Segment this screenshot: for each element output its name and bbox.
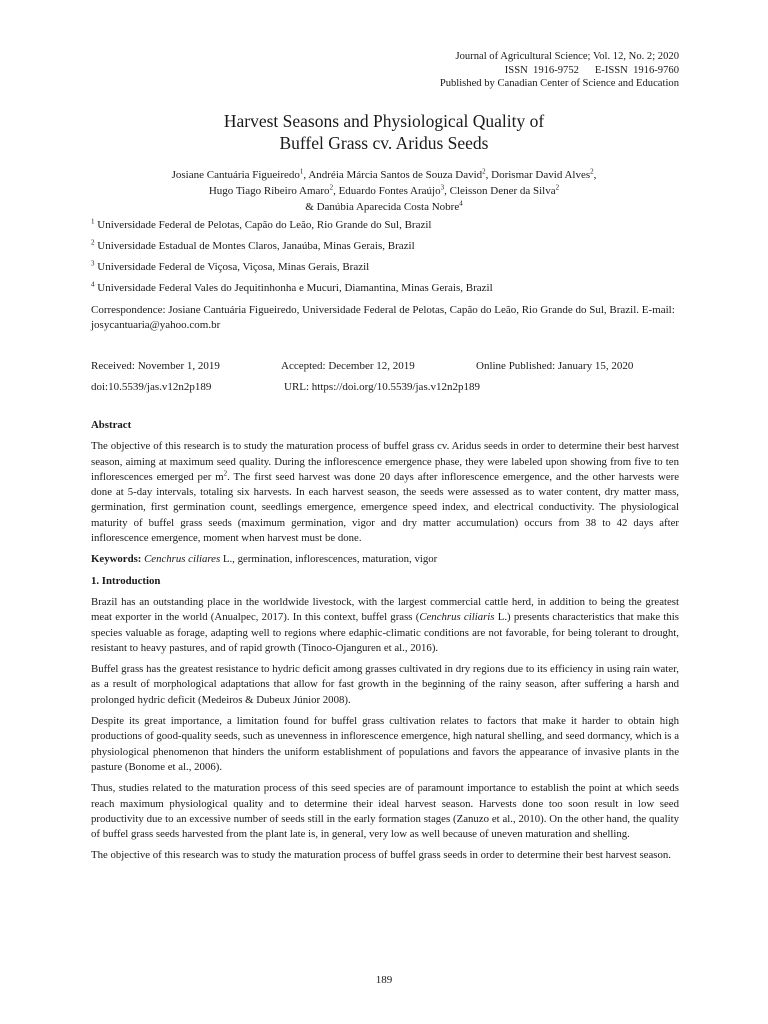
- affiliation-item: [91, 240, 681, 253]
- accepted-date: Accepted: December 12, 2019: [281, 360, 415, 372]
- author-separator: ,: [593, 169, 597, 181]
- author-name: Hugo Tiago Ribeiro Amaro: [208, 185, 330, 197]
- correspondence: Correspondence: Josiane Cantuária Figueiredo, Universidade Federal de Pelotas, Capão do Leão, Rio Grande do Sul, Brazil. E-mail: josycantuaria@yahoo.com.br: [91, 304, 675, 331]
- url-link[interactable]: URL: https://doi.org/10.5539/jas.v12n2p189: [284, 381, 480, 393]
- intro-paragraph-4: Thus, studies related to the maturation process of this seed species are of paramount importance to establish the point at which seeds reach maximum physiological quality and to determine their ideal harvest season. Harvests done too soon result in low seed productivity due to an excessive number of seeds still in the early formation stages (Zanuzo et al., 2010). On the other hand, the quality of buffel grass seeds harvested from the plant late is, in general, very low as well because of uneven maturation and shelling.: [91, 782, 679, 841]
- publication-dates: [91, 356, 681, 398]
- abstract-text-part: The objective of this research is to study the maturation process of buffel grass cv. Aridus seeds in order to determine their best harvest season, aiming at maximum seed quality. During the inflorescence emergence phase, they were labeled upon showing from five to ten inflorescences emerged per m: [91, 440, 679, 483]
- author-affiliation-mark: 2: [482, 167, 486, 176]
- author-name: Josiane Cantuária Figueiredo: [171, 169, 300, 181]
- author-line-3: [0, 199, 768, 215]
- title-line-2: Buffel Grass cv. Aridus Seeds: [279, 133, 489, 153]
- received-date: Received: November 1, 2019: [91, 360, 220, 372]
- keywords-label: Keywords:: [91, 553, 142, 566]
- affiliation-number: 1: [91, 217, 95, 226]
- affiliation-number: 2: [91, 238, 95, 247]
- intro-paragraph-1: [91, 595, 679, 656]
- author-affiliation-mark: 3: [440, 183, 445, 192]
- author-list: [0, 167, 768, 215]
- author-name: Dorismar David Alves: [491, 169, 591, 181]
- keywords-species: Cenchrus ciliares: [144, 553, 221, 566]
- author-separator: ,: [333, 185, 339, 197]
- intro-paragraph-5: The objective of this research was to study the maturation process of buffel grass seeds in order to determine their best harvest season.: [91, 849, 671, 862]
- author-name: Andréia Márcia Santos de Souza David: [308, 169, 483, 181]
- species-name: Cenchrus ciliaris: [419, 611, 495, 624]
- author-affiliation-mark: 2: [555, 183, 560, 192]
- intro-paragraph-3: Despite its great importance, a limitation found for buffel grass cultivation relates to factors that make it harder to obtain high productions of good-quality seeds, such as unevenness in inflorescence emergence, high natural shelling, and seed dormancy, which is a physiological phenomenon that hinders the uniform establishment of populations and favors the appearance of invasive plants in the pasture (Bonome et al., 2006).: [91, 715, 679, 773]
- title-line-1: Harvest Seasons and Physiological Quality of: [223, 111, 545, 131]
- author-line-1: [0, 167, 768, 183]
- introduction-heading: 1. Introduction: [91, 574, 161, 587]
- page-number: 189: [375, 974, 393, 986]
- journal-citation: Journal of Agricultural Science; Vol. 12, No. 2; 2020: [455, 51, 679, 62]
- author-line-2: [0, 183, 768, 199]
- author-separator: ,: [485, 169, 492, 181]
- keywords: [91, 552, 679, 567]
- journal-issn: ISSN 1916-9752 E-ISSN 1916-9760: [504, 64, 679, 76]
- author-separator: ,: [444, 185, 450, 197]
- author-affiliation-mark: 2: [329, 183, 334, 192]
- doi-link[interactable]: doi:10.5539/jas.v12n2p189: [91, 381, 212, 393]
- abstract-heading: Abstract: [91, 419, 132, 431]
- affiliation-item: [91, 261, 681, 274]
- author-name: Cleisson Dener da Silva: [449, 185, 556, 197]
- affiliations: [91, 219, 681, 333]
- journal-header: [440, 50, 679, 91]
- author-affiliation-mark: 2: [590, 167, 594, 176]
- affiliation-text: Universidade Federal de Viçosa, Viçosa, Minas Gerais, Brazil: [97, 261, 370, 273]
- author-affiliation-mark: 1: [299, 167, 304, 176]
- affiliation-text: Universidade Estadual de Montes Claros, Janaúba, Minas Gerais, Brazil: [97, 240, 415, 252]
- abstract-text-part: . The first seed harvest was done 20 days after inflorescence emergence, and the other harvests were done at 5-day intervals, totaling six harvests. In each harvest season, the seeds were assessed as to water content, dry matter mass, germination, first germination count, seedlings emergence, emergence speed index, and electrical conductivity. The physiological maturity of buffel grass seeds (maximum germination, vigor and dry matter accumulation) occurs from 38 to 42 days after inflorescence emergence, moment when harvest must be done.: [91, 470, 679, 545]
- affiliation-item: [91, 219, 681, 232]
- intro-paragraph-2: Buffel grass has the greatest resistance to hydric deficit among grasses cultivated in dry regions due to its efficiency in using rain water, as a result of morphological adaptations that allow for fast growth in the beginning of the rainy season, after suffering a harsh and prolonged hydric deficit (Medeiros & Dubeux Júnior 2008).: [91, 663, 679, 706]
- main-text: [91, 418, 679, 870]
- affiliation-text: Universidade Federal Vales do Jequitinhonha e Mucuri, Diamantina, Minas Gerais, Brazil: [97, 282, 493, 294]
- affiliation-number: 3: [91, 259, 95, 268]
- affiliation-number: 4: [91, 280, 95, 289]
- journal-publisher: Published by Canadian Center of Science and Education: [439, 78, 679, 89]
- abstract-text: [91, 439, 679, 546]
- paper-title: [0, 110, 768, 154]
- author-name: & Danúbia Aparecida Costa Nobre: [305, 201, 460, 213]
- paragraph-text: Brazil has an outstanding place in the worldwide livestock, with the largest commercial cattle herd, in addition to being the greatest meat exporter in the world (Anualpec, 2017). In this context, buffel grass (: [91, 595, 679, 624]
- online-published-date: Online Published: January 15, 2020: [476, 360, 634, 372]
- affiliation-item: [91, 282, 681, 295]
- author-name: Eduardo Fontes Araújo: [338, 185, 441, 197]
- abstract-superscript: 2: [223, 469, 228, 478]
- author-affiliation-mark: 4: [459, 199, 463, 208]
- author-separator: ,: [303, 169, 309, 181]
- paragraph-text: L.) presents characteristics that make this species valuable as forage, adapting well to regions where edaphic-climatic conditions are not favorable, for being tolerant to drought, resistant to heavy pastures, and of rapid growth (Tinoco-Ojanguren et al., 2016).: [91, 611, 679, 654]
- keywords-list: L., germination, inflorescences, maturation, vigor: [220, 553, 438, 566]
- affiliation-text: Universidade Federal de Pelotas, Capão do Leão, Rio Grande do Sul, Brazil: [97, 219, 432, 231]
